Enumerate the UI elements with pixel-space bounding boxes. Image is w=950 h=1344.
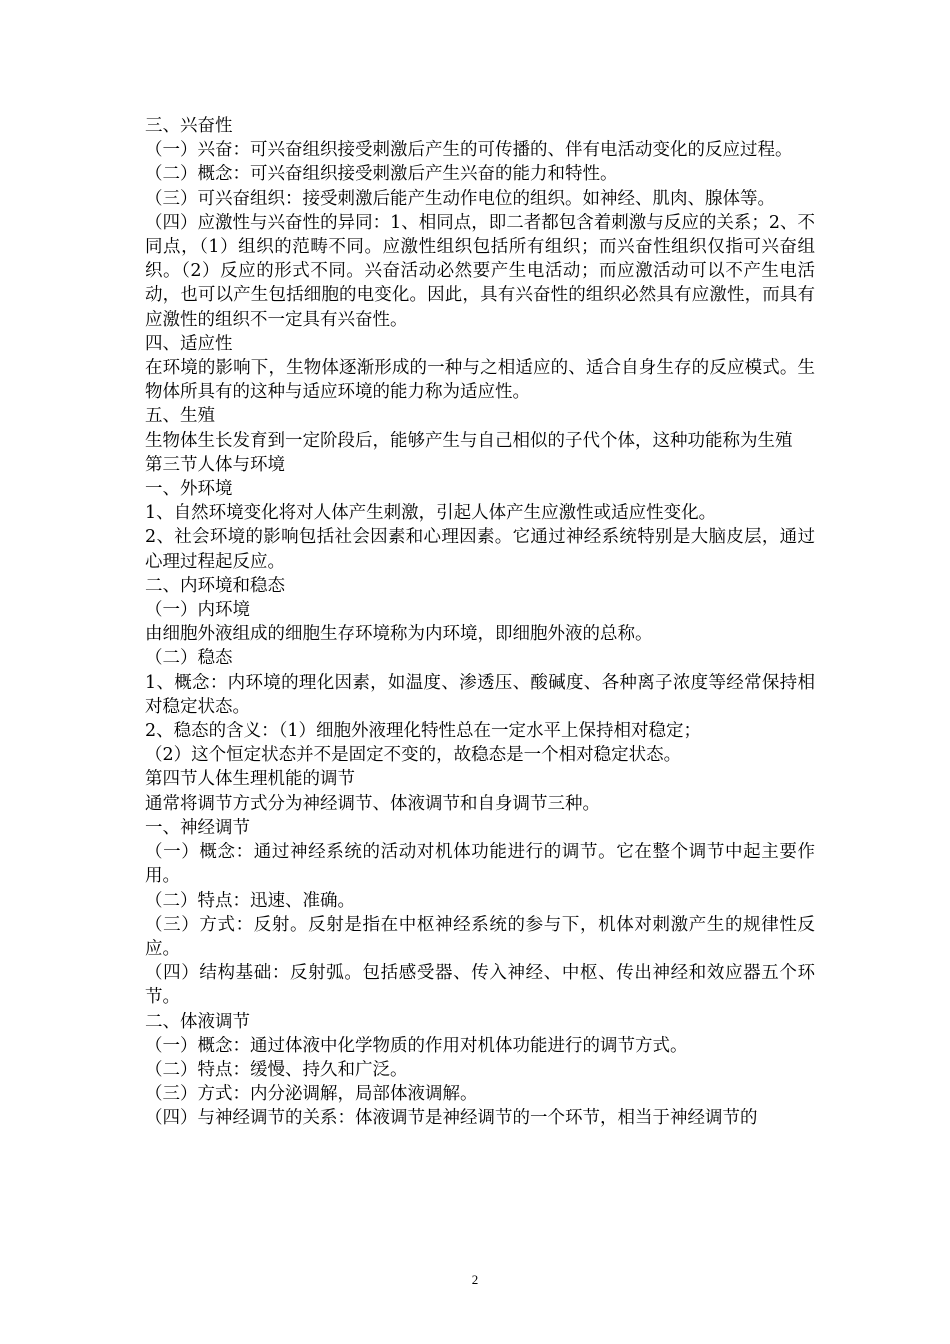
chapter-section-heading: 第三节人体与环境: [145, 454, 285, 475]
paragraph: 在环境的影响下，生物体逐渐形成的一种与之相适应的、适合自身生存的反应模式。生物体所具有的这种与适应环境的能力称为适应性。: [145, 358, 815, 403]
paragraph: （二）特点：迅速、准确。: [145, 890, 355, 911]
paragraph: 生物体生长发育到一定阶段后，能够产生与自己相似的子代个体，这种功能称为生殖: [145, 430, 793, 451]
paragraph: （三）方式：反射。反射是指在中枢神经系统的参与下，机体对刺激产生的规律性反应。: [145, 914, 815, 959]
subheading: （一）内环境: [145, 600, 250, 621]
section-heading-internal-environment: 二、内环境和稳态: [145, 575, 285, 596]
paragraph: 1、自然环境变化将对人体产生刺激，引起人体产生应激性或适应性变化。: [145, 503, 717, 524]
paragraph: 2、稳态的含义：（1）细胞外液理化特性总在一定水平上保持相对稳定；: [145, 721, 702, 742]
paragraph: （一）概念：通过体液中化学物质的作用对机体功能进行的调节方式。: [145, 1035, 688, 1056]
paragraph: 2、社会环境的影响包括社会因素和心理因素。它通过神经系统特别是大脑皮层，通过心理过程起反应。: [145, 527, 815, 572]
paragraph: （四）与神经调节的关系：体液调节是神经调节的一个环节，相当于神经调节的: [145, 1108, 758, 1129]
paragraph: （四）结构基础：反射弧。包括感受器、传入神经、中枢、传出神经和效应器五个环节。: [145, 963, 815, 1008]
section-heading-humoral-regulation: 二、体液调节: [145, 1011, 250, 1032]
paragraph: （二）特点：缓慢、持久和广泛。: [145, 1059, 408, 1080]
section-heading-excitability: 三、兴奋性: [145, 116, 233, 136]
section-heading-reproduction: 五、生殖: [145, 406, 215, 427]
paragraph: 由细胞外液组成的细胞生存环境称为内环境，即细胞外液的总称。: [145, 624, 653, 645]
paragraph: （2）这个恒定状态并不是固定不变的，故稳态是一个相对稳定状态。: [145, 745, 682, 766]
subheading: （二）稳态: [145, 648, 233, 669]
paragraph: 通常将调节方式分为神经调节、体液调节和自身调节三种。: [145, 793, 600, 814]
section-heading-adaptability: 四、适应性: [145, 333, 233, 354]
body-text: [145, 114, 815, 1131]
paragraph: 1、概念：内环境的理化因素，如温度、渗透压、酸碱度、各种离子浓度等经常保持相对稳定状态。: [145, 672, 815, 717]
paragraph: （三）可兴奋组织：接受刺激后能产生动作电位的组织。如神经、肌肉、腺体等。: [145, 188, 775, 209]
section-heading-external-environment: 一、外环境: [145, 479, 233, 500]
chapter-section-heading: 第四节人体生理机能的调节: [145, 769, 355, 790]
paragraph: （二）概念：可兴奋组织接受刺激后产生兴奋的能力和特性。: [145, 164, 618, 185]
paragraph: （一）兴奋：可兴奋组织接受刺激后产生的可传播的、伴有电活动变化的反应过程。: [145, 140, 793, 161]
section-heading-neural-regulation: 一、神经调节: [145, 817, 250, 838]
paragraph: （一）概念：通过神经系统的活动对机体功能进行的调节。它在整个调节中起主要作用。: [145, 842, 815, 887]
paragraph: （四）应激性与兴奋性的异同：1、相同点，即二者都包含着刺激与反应的关系；2、不同点，（1）组织的范畴不同。应激性组织包括所有组织；而兴奋性组织仅指可兴奋组织。（2）反应的形式不同。兴奋活动必然要产生电活动；而应激活动可以不产生电活动，也可以产生包括细胞的电变化。因此，具有兴奋性的组织必然具有应激性，而具有应激性的组织不一定具有兴奋性。: [145, 212, 815, 330]
paragraph: （三）方式：内分泌调解，局部体液调解。: [145, 1084, 478, 1105]
page-number: 2: [471, 1272, 479, 1287]
